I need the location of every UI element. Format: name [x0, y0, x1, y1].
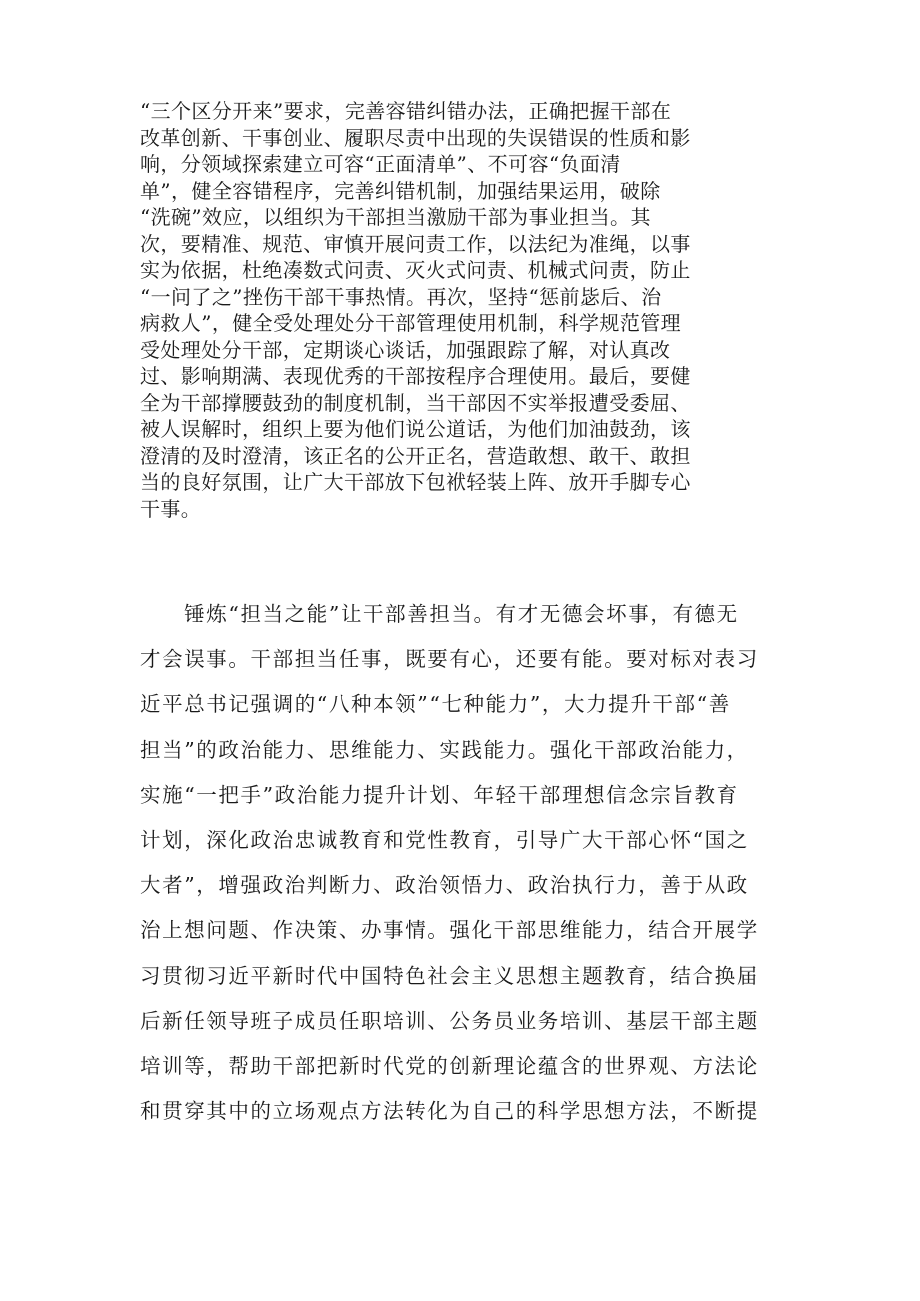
text-line: 改革创新、干事创业、履职尽责中出现的失误错误的性质和影	[140, 125, 691, 150]
text-line: 全为干部撑腰鼓劲的制度机制，当干部因不实举报遭受委屈、	[140, 390, 691, 415]
text-line: 受处理处分干部，定期谈心谈话，加强跟踪了解，对认真改	[140, 337, 671, 362]
text-line: 大者”，增强政治判断力、政治领悟力、政治执行力，善于从政	[140, 873, 749, 898]
text-line: 锤炼“担当之能”让干部善担当。有才无德会坏事，有德无	[140, 602, 739, 626]
text-line: 后新任领导班子成员任职培训、公务员业务培训、基层干部主题	[140, 1008, 759, 1033]
text-line: 习贯彻习近平新时代中国特色社会主义思想主题教育，结合换届	[140, 963, 759, 988]
paragraph-tolerance-mechanism	[140, 98, 800, 522]
text-line: “洗碗”效应，以组织为干部担当激励干部为事业担当。其	[140, 205, 651, 229]
text-line: 澄清的及时澄清，该正名的公开正名，营造敢想、敢干、敢担	[140, 443, 691, 468]
text-line: 单”，健全容错程序，完善纠错机制，加强结果运用，破除	[140, 178, 661, 203]
text-line: 被人误解时，组织上要为他们说公道话，为他们加油鼓劲，该	[140, 417, 691, 441]
text-line: 响，分领域探索建立可容“正面清单”、不可容“负面清	[140, 152, 621, 176]
text-line: 才会误事。干部担当任事，既要有心，还要有能。要对标对表习	[140, 647, 759, 672]
text-line: 当的良好氛围，让广大干部放下包袱轻装上阵、放开手脚专心	[140, 470, 691, 494]
text-line: 计划，深化政治忠诚教育和党性教育，引导广大干部心怀“国之	[140, 827, 749, 852]
text-line: 病救人”，健全受处理处分干部管理使用机制，科学规范管理	[140, 311, 682, 335]
text-line: 担当”的政治能力、思维能力、实践能力。强化干部政治能力，	[140, 737, 749, 762]
text-line: 次，要精准、规范、审慎开展问责工作，以法纪为准绳，以事	[140, 231, 691, 256]
text-line: “三个区分开来”要求，完善容错纠错办法，正确把握干部在	[140, 99, 672, 123]
text-line: “一问了之”挫伤干部干事热情。再次，坚持“惩前毖后、治	[140, 284, 662, 309]
text-line: 近平总书记强调的“八种本领”“七种能力”，大力提升干部“善	[140, 692, 731, 717]
paragraph-capability-building	[140, 592, 800, 1134]
text-line: 实施“一把手”政治能力提升计划、年轻干部理想信念宗旨教育	[140, 782, 739, 807]
text-line: 过、影响期满、表现优秀的干部按程序合理使用。最后，要健	[140, 364, 691, 388]
text-line: 治上想问题、作决策、办事情。强化干部思维能力，结合开展学	[140, 918, 759, 943]
text-line: 实为依据，杜绝凑数式问责、灭火式问责、机械式问责，防止	[140, 258, 691, 282]
text-line: 和贯穿其中的立场观点方法转化为自己的科学思想方法，不断提	[140, 1099, 759, 1124]
text-line: 培训等，帮助干部把新时代党的创新理论蕴含的世界观、方法论	[140, 1053, 759, 1078]
text-line: 干事。	[140, 496, 202, 521]
